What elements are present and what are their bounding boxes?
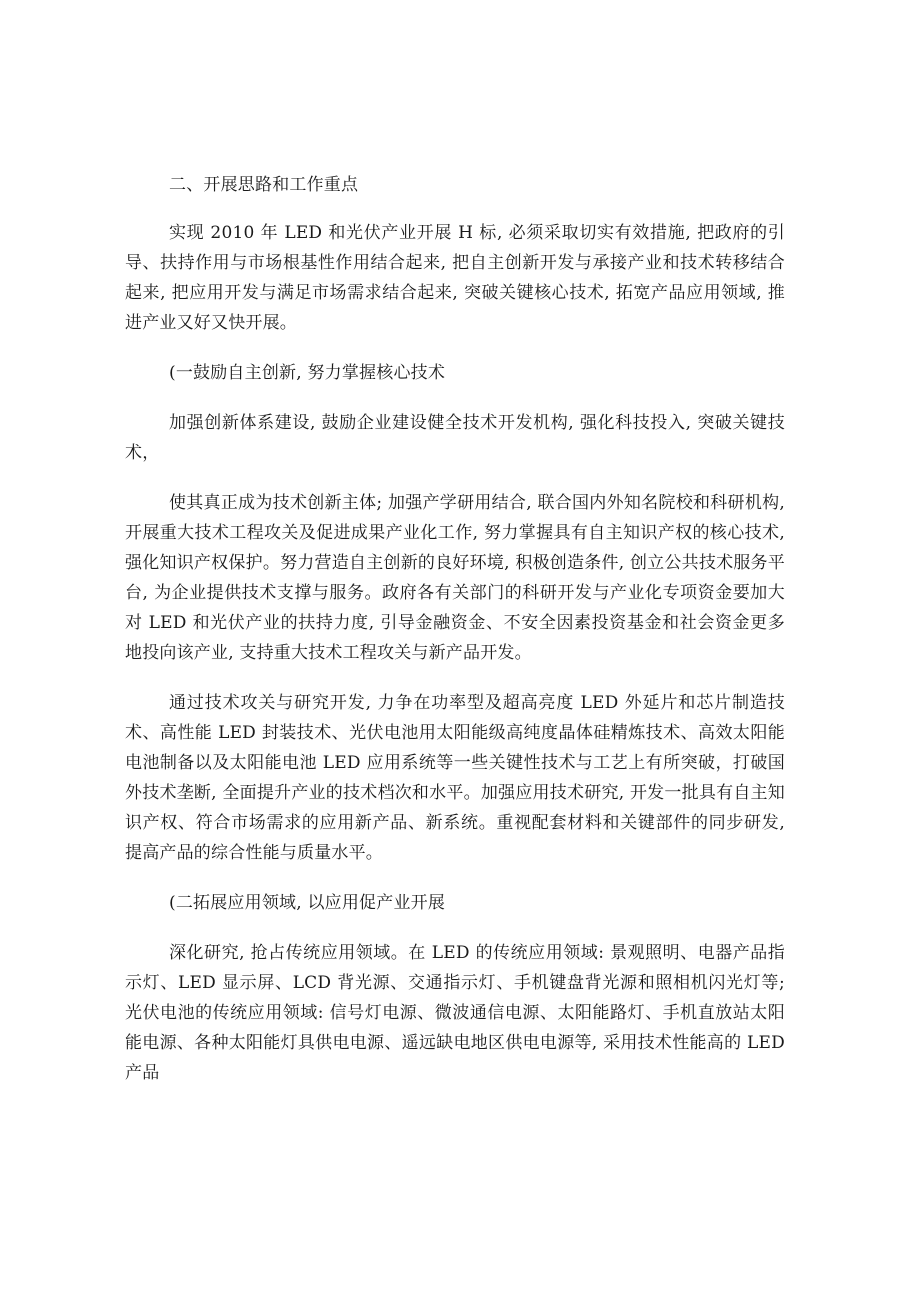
paragraph-innovation-system: 加强创新体系建设, 鼓励企业建设健全技术开发机构, 强化科技投入, 突破关键技术， — [125, 413, 785, 463]
paragraph-innovation-subject: 使其真正成为技术创新主体; 加强产学研用结合, 联合国内外知名院校和科研机构, 开展重大技术工程攻关及促进成果产业化工作, 努力掌握具有自主知识产权的核心技术, 强化知识产权保护。努力营造自主创新的良好环境, 积极创造条件, 创立公共技术服务平台, 为企业提供技术支撑与服务。政府各有关部门的科研开发与产业化专项资金要加大对 LED 和光伏产业的扶持力度, 引导金融资金、不安全因素投资基金和社会资金更多地投向该产业, 支持重大技术工程攻关与新产品开发。 — [125, 493, 785, 663]
section-heading: 二、开展思路和工作重点 — [169, 175, 359, 195]
subheading-innovation: (一鼓励自主创新, 努力掌握核心技术 — [169, 363, 446, 383]
subheading-applications: (二拓展应用领域, 以应用促产业开展 — [169, 893, 446, 913]
paragraph-tech-breakthrough: 通过技术攻关与研究开发, 力争在功率型及超高亮度 LED 外延片和芯片制造技术、高性能 LED 封装技术、光伏电池用太阳能级高纯度晶体硅精炼技术、高效太阳能电池制备以及太阳能电池 LED 应用系统等一些关键性技术与工艺上有所突破，打破国外技术垄断, 全面提升产业的技术档次和水平。加强应用技术研究, 开发一批具有自主知识产权、符合市场需求的应用新产品、新系统。重视配套材料和关键部件的同步研发, 提高产品的综合性能与质量水平。 — [125, 693, 785, 863]
document-body — [125, 170, 785, 1088]
paragraph-intro: 实现 2010 年 LED 和光伏产业开展 H 标, 必须采取切实有效措施, 把政府的引导、扶持作用与市场根基性作用结合起来, 把自主创新开发与承接产业和技术转移结合起来, 把应用开发与满足市场需求结合起来, 突破关键核心技术, 拓宽产品应用领域, 推进产业又好又快开展。 — [125, 223, 785, 333]
paragraph-traditional-applications: 深化研究, 抢占传统应用领域。在 LED 的传统应用领域: 景观照明、电器产品指示灯、LED 显示屏、LCD 背光源、交通指示灯、手机键盘背光源和照相机闪光灯等; 光伏电池的传统应用领域: 信号灯电源、微波通信电源、太阳能路灯、手机直放站太阳能电源、各种太阳能灯具供电电源、遥远缺电地区供电电源等, 采用技术性能高的 LED 产品 — [125, 943, 785, 1083]
